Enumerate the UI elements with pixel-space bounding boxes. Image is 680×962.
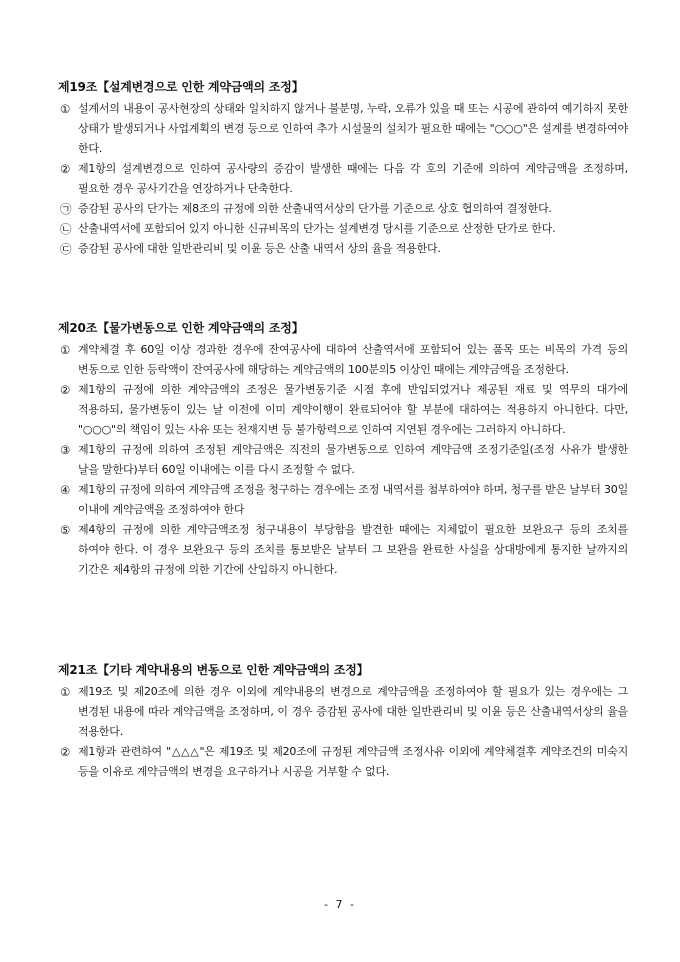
article-heading: 제20조【물가변동으로 인한 계약금액의 조정】 [58, 321, 304, 335]
list-item [58, 480, 628, 520]
list-item [58, 742, 628, 782]
article-21 [58, 662, 628, 782]
list-item [58, 199, 628, 219]
list-item [58, 340, 628, 380]
article-items [58, 340, 628, 580]
item-marker: ⑤ [60, 523, 71, 537]
list-item [58, 159, 628, 199]
list-item [58, 440, 628, 480]
item-marker: ④ [60, 483, 71, 497]
list-item [58, 682, 628, 742]
item-text: 증감된 공사의 단가는 제8조의 규정에 의한 산출내역서상의 단가를 기준으로 상호 협의하여 결정한다. [78, 202, 552, 215]
item-text: 제4항의 규정에 의한 계약금액조정 청구내용이 부당함을 발견한 때에는 지체없이 필요한 보완요구 등의 조치를 하여야 한다. 이 경우 보완요구 등의 조치를 통보받은 날부터 그 보완을 완료한 사실을 상대방에게 통지한 날까지의 기간은 제4항의 규정에 의한 기간에 산입하지 아니한다. [78, 523, 628, 576]
list-item [58, 239, 628, 259]
article-heading: 제21조【기타 계약내용의 변동으로 인한 계약금액의 조정】 [58, 663, 369, 677]
item-text: 증감된 공사에 대한 일반관리비 및 이윤 등은 산출 내역서 상의 율을 적용한다. [78, 242, 441, 255]
item-text: 산출내역서에 포함되어 있지 아니한 신규비목의 단가는 설계변경 당시를 기준으로 산정한 단가로 한다. [78, 222, 556, 235]
item-text: 제19조 및 제20조에 의한 경우 이외에 계약내용의 변경으로 계약금액을 조정하여야 할 필요가 있는 경우에는 그 변경된 내용에 따라 계약금액을 조정하며, 이 경우 증감된 공사에 대한 일반관리비 및 이윤 등은 산출내역서상의 율을 적용한다. [78, 685, 628, 738]
item-marker: ② [60, 745, 71, 759]
list-item [58, 380, 628, 440]
item-marker: ㉢ [60, 242, 72, 256]
item-text: 제1항의 규정에 의하여 계약금액 조정을 청구하는 경우에는 조정 내역서를 첨부하여야 하며, 청구를 받은 날부터 30일 이내에 계약금액을 조정하여야 한다 [78, 483, 628, 516]
item-marker: ① [60, 102, 71, 116]
item-text: 제1항의 규정에 의하여 조정된 계약금액은 직전의 물가변동으로 인하여 계약금액 조정기준일(조정 사유가 발생한 날을 말한다)부터 60일 이내에는 이를 다시 조정할 수 없다. [78, 443, 628, 476]
article-items [58, 682, 628, 782]
article-heading: 제19조【설계변경으로 인한 계약금액의 조정】 [58, 80, 304, 94]
item-marker: ① [60, 343, 71, 357]
list-item [58, 219, 628, 239]
item-text: 계약체결 후 60일 이상 경과한 경우에 잔여공사에 대하여 산출역서에 포함되어 있는 품목 또는 비목의 가격 등의 변동으로 인한 등락액이 잔여공사에 해당하는 계약금액의 100분의5 이상인 때에는 계약금액을 조정한다. [78, 343, 628, 376]
item-marker: ② [60, 383, 71, 397]
article-20 [58, 320, 628, 580]
item-text: 설계서의 내용이 공사현장의 상태와 일치하지 않거나 불분명, 누락, 오류가 있을 때 또는 시공에 관하여 예기하지 못한 상태가 발생되거나 사업계획의 변경 등으로 인하여 추가 시설물의 설치가 필요한 때에는 "○○○"은 설계를 변경하여야 한다. [78, 102, 628, 155]
item-marker: ③ [60, 443, 71, 457]
item-marker: ① [60, 685, 71, 699]
item-text: 제1항의 규정에 의한 계약금액의 조정은 물가변동기준 시점 후에 반입되었거나 제공된 재료 및 역무의 대가에 적용하되, 물가변동이 있는 날 이전에 이미 계약이행이 완료되어야 할 부분에 대하여는 적용하지 아니한다. 다만, "○○○"의 책임이 있는 사유 또는 천재지변 등 불가항력으로 인하여 지연된 경우에는 그러하지 아니하다. [78, 383, 628, 436]
article-items [58, 99, 628, 259]
list-item [58, 520, 628, 580]
item-marker: ② [60, 162, 71, 176]
list-item [58, 99, 628, 159]
item-text: 제1항의 설계변경으로 인하여 공사량의 증감이 발생한 때에는 다음 각 호의 기준에 의하여 계약금액을 조정하며, 필요한 경우 공사기간을 연장하거나 단축한다. [78, 162, 628, 195]
item-marker: ㉡ [60, 222, 72, 236]
item-text: 제1항과 관련하여 "△△△"은 제19조 및 제20조에 규정된 계약금액 조정사유 이외에 계약체결후 계약조건의 미숙지 등을 이유로 계약금액의 변경을 요구하거나 시공을 거부할 수 없다. [78, 745, 628, 778]
page-number: - 7 - [324, 898, 356, 911]
article-19 [58, 79, 628, 259]
item-marker: ㉠ [60, 202, 72, 216]
